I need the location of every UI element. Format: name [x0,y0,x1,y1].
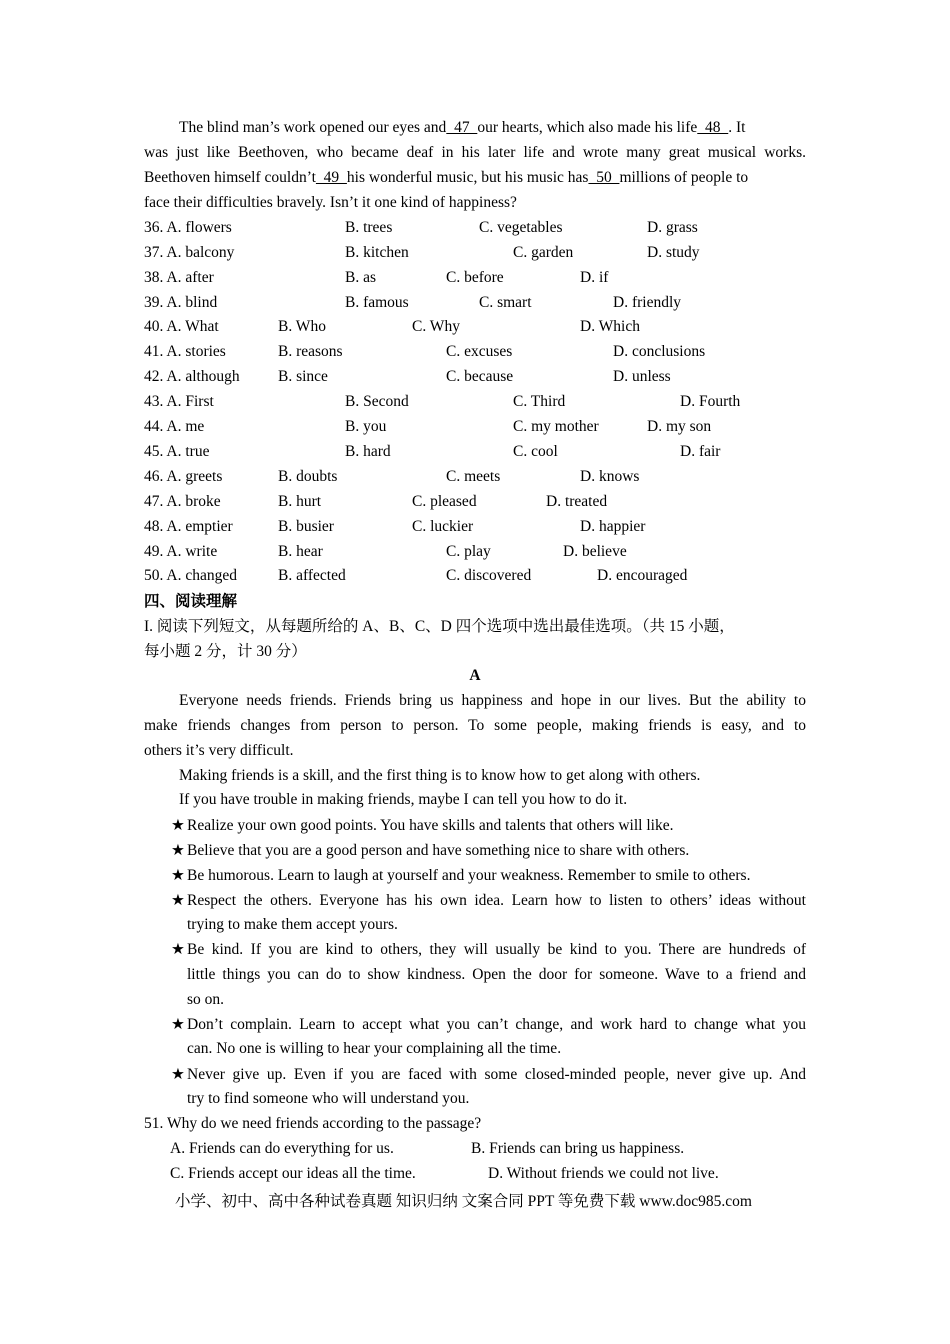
option-d: D. fair [680,443,721,460]
question-number: 37. A. balcony [144,244,235,261]
passage-line [179,118,806,138]
option-d: D. if [580,269,609,286]
passage-line: was just like Beethoven, who became deaf in his later life and wrote many great musical works. [144,144,806,161]
option-a: A. me [166,418,205,435]
passage-text: millions of people to [619,169,749,186]
option-c: C. before [446,269,504,286]
passage-line: Everyone needs friends. Friends bring us happiness and hope in our lives. But the ability to [179,692,806,709]
passage-line: make friends changes from person to person. To some people, making friends is easy, and to [144,717,806,734]
option-d: D. unless [613,368,671,385]
question-number: 44. A. me [144,418,205,435]
question-number: 43. A. First [144,393,214,410]
option-b: B. reasons [278,343,343,360]
passage-line: Making friends is a skill, and the first thing is to know how to get along with others. [179,767,701,784]
option-b: B. kitchen [345,244,409,261]
option-a: A. flowers [166,219,232,236]
question-stem: 51. Why do we need friends according to the passage? [144,1115,482,1132]
tip-line: Never give up. Even if you are faced with some closed-minded people, never give up. And [187,1066,806,1083]
blank-48: 48 [697,119,729,136]
option-d: D. believe [563,543,627,560]
option-c: C. vegetables [479,219,563,236]
option-c: C. cool [513,443,558,460]
option-b: B. hard [345,443,391,460]
option-b: B. busier [278,518,334,535]
star-icon: ★ [171,842,185,859]
option-a: A. although [166,368,240,385]
option-c: C. Friends accept our ideas all the time. [170,1165,416,1182]
tip-line: little things you can do to show kindness. Open the door for someone. Wave to a friend and [187,966,806,983]
question-number: 45. A. true [144,443,210,460]
question-number: 39. A. blind [144,294,218,311]
option-b: B. Friends can bring us happiness. [471,1140,685,1157]
star-icon: ★ [171,941,185,958]
option-b: B. doubts [278,468,338,485]
option-b: B. famous [345,294,409,311]
option-d: D. study [647,244,700,261]
passage-text: . It [728,119,746,136]
option-d: D. Which [580,318,640,335]
option-c: C. play [446,543,491,560]
option-a: A. true [166,443,210,460]
option-a: A. Friends can do everything for us. [170,1140,394,1157]
question-number: 42. A. although [144,368,240,385]
option-a: A. First [166,393,214,410]
option-c: C. discovered [446,567,532,584]
option-c: C. luckier [412,518,474,535]
option-b: B. you [345,418,387,435]
tip-line: Be humorous. Learn to laugh at yourself and your weakness. Remember to smile to others. [187,867,751,884]
option-b: B. hear [278,543,323,560]
passage-label: A [469,667,481,684]
tip-line: Don’t complain. Learn to accept what you can’t change, and work hard to change what you [187,1016,806,1033]
option-b: B. Second [345,393,409,410]
option-c: C. Third [513,393,566,410]
option-c: C. garden [513,244,574,261]
question-number: 50. A. changed [144,567,237,584]
passage-line [144,168,806,188]
option-c: C. Why [412,318,460,335]
star-icon: ★ [171,1016,185,1033]
passage-text: his wonderful music, but his music has [346,169,589,186]
blank-49: 49 [315,169,347,186]
option-a: A. emptier [166,518,233,535]
option-a: A. stories [166,343,226,360]
option-c: C. excuses [446,343,513,360]
option-a: A. broke [166,493,221,510]
section-instructions: 每小题 2 分，计 30 分） [144,643,307,660]
question-number: 46. A. greets [144,468,223,485]
tip-line: Respect the others. Everyone has his own idea. Learn how to listen to others’ ideas without [187,892,806,909]
blank-50: 50 [588,169,620,186]
option-a: A. blind [166,294,218,311]
passage-line: If you have trouble in making friends, maybe I can tell you how to do it. [179,791,628,808]
option-a: A. balcony [166,244,235,261]
tip-line: can. No one is willing to hear your complaining all the time. [187,1040,562,1057]
page-footer: 小学、初中、高中各种试卷真题 知识归纳 文案合同 PPT 等免费下载 www.doc985.com [175,1193,752,1210]
option-d: D. friendly [613,294,682,311]
tip-line: Be kind. If you are kind to others, they will usually be kind to you. There are hundreds of [187,941,806,958]
question-number: 40. A. What [144,318,219,335]
passage-line: others it’s very difficult. [144,742,294,759]
star-icon: ★ [171,817,185,834]
question-number: 38. A. after [144,269,214,286]
option-b: B. affected [278,567,346,584]
option-a: A. greets [166,468,223,485]
star-icon: ★ [171,867,185,884]
option-c: C. smart [479,294,532,311]
option-d: D. Without friends we could not live. [488,1165,719,1182]
star-icon: ★ [171,892,185,909]
tip-line: Realize your own good points. You have skills and talents that others will like. [187,817,674,834]
option-b: B. hurt [278,493,322,510]
option-c: C. my mother [513,418,599,435]
option-d: D. my son [647,418,712,435]
option-b: B. since [278,368,328,385]
option-b: B. Who [278,318,326,335]
option-d: D. Fourth [680,393,741,410]
option-d: D. treated [546,493,608,510]
option-d: D. encouraged [597,567,688,584]
option-d: D. conclusions [613,343,706,360]
option-a: A. write [166,543,218,560]
passage-text: Beethoven himself couldn’t [144,169,316,186]
question-number: 36. A. flowers [144,219,232,236]
question-number: 49. A. write [144,543,218,560]
option-a: A. changed [166,567,237,584]
tip-line: Believe that you are a good person and have something nice to share with others. [187,842,690,859]
option-b: B. as [345,269,376,286]
option-d: D. happier [580,518,646,535]
passage-text: our hearts, which also made his life [477,119,698,136]
question-number: 48. A. emptier [144,518,233,535]
tip-line: try to find someone who will understand you. [187,1090,470,1107]
option-a: A. What [166,318,219,335]
section-instructions: I. 阅读下列短文，从每题所给的 A、B、C、D 四个选项中选出最佳选项。（共 15 小题， [144,618,735,635]
blank-47: 47 [446,119,478,136]
option-b: B. trees [345,219,393,236]
option-d: D. grass [647,219,698,236]
star-icon: ★ [171,1066,185,1083]
question-number: 41. A. stories [144,343,226,360]
option-d: D. knows [580,468,640,485]
option-c: C. meets [446,468,501,485]
passage-line: face their difficulties bravely. Isn’t it one kind of happiness? [144,194,517,211]
option-c: C. because [446,368,514,385]
section-heading: 四、阅读理解 [144,593,238,610]
option-a: A. after [166,269,214,286]
option-c: C. pleased [412,493,477,510]
tip-line: trying to make them accept yours. [187,916,398,933]
tip-line: so on. [187,991,225,1008]
passage-text: The blind man’s work opened our eyes and [179,119,447,136]
question-number: 47. A. broke [144,493,221,510]
